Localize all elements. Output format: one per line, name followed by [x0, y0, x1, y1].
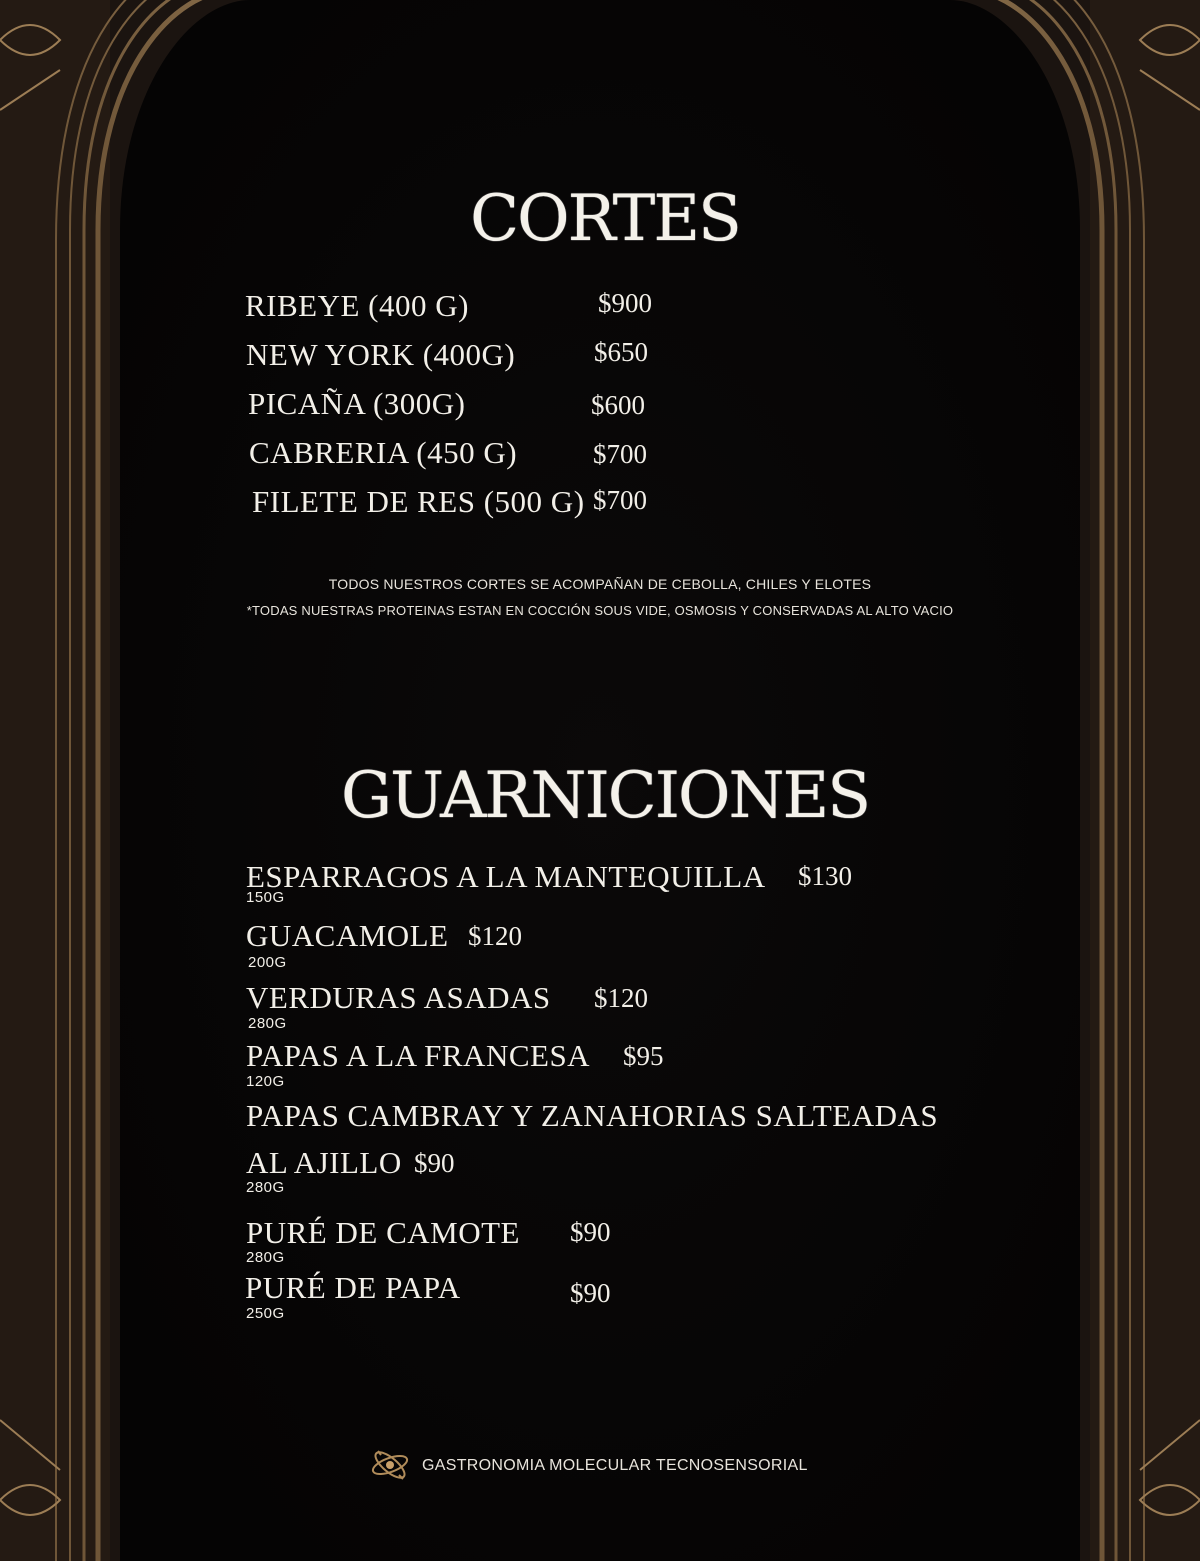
menu-item-price: $95	[623, 1041, 664, 1071]
menu-item-weight: 150G	[246, 889, 285, 906]
menu-item-price: $120	[594, 983, 648, 1013]
menu-item-price: $650	[594, 337, 648, 367]
menu-item-name: PURÉ DE CAMOTE	[246, 1215, 520, 1250]
menu-item-price: $90	[570, 1278, 611, 1308]
cooking-note: *TODAS NUESTRAS PROTEINAS ESTAN EN COCCIÓN SOUS VIDE, OSMOSIS Y CONSERVADAS AL ALTO VACIO	[246, 603, 954, 618]
menu-item-price: $90	[570, 1217, 611, 1247]
menu-item-weight: 280G	[246, 1179, 285, 1196]
menu-item-name: CABRERIA (450 G)	[249, 435, 518, 470]
section-title-guarniciones: GUARNICIONES	[340, 759, 870, 833]
menu-item-name: FILETE DE RES (500 G)	[252, 484, 585, 519]
menu-item-name: PICAÑA (300G)	[248, 386, 466, 421]
menu-item-price: $700	[593, 485, 647, 515]
menu-item-weight: 280G	[246, 1249, 285, 1266]
menu-item-price: $120	[468, 921, 522, 951]
footer-brand-text: GASTRONOMIA MOLECULAR TECNOSENSORIAL	[422, 1457, 808, 1474]
menu-item-name: RIBEYE (400 G)	[245, 288, 469, 323]
atom-logo-icon	[369, 1447, 411, 1483]
menu-item-name: NEW YORK (400G)	[246, 337, 516, 372]
menu-item-name-line-1: PAPAS CAMBRAY Y ZANAHORIAS SALTEADAS	[246, 1098, 939, 1133]
menu-item-price: $130	[798, 861, 852, 891]
menu-item-name-line-2: AL AJILLO	[246, 1145, 402, 1180]
accompaniment-note: TODOS NUESTROS CORTES SE ACOMPAÑAN DE CEBOLLA, CHILES Y ELOTES	[328, 576, 872, 592]
section-title-cortes: CORTES	[470, 182, 740, 256]
menu-item-name: GUACAMOLE	[246, 918, 449, 953]
menu-item-weight: 120G	[246, 1073, 285, 1090]
menu-item-price: $900	[598, 288, 652, 318]
menu-item-price: $90	[414, 1148, 455, 1178]
menu-item-weight: 280G	[248, 1015, 287, 1032]
menu-item-price: $700	[593, 439, 647, 469]
menu-item-name: ESPARRAGOS A LA MANTEQUILLA	[246, 859, 766, 894]
menu-item-weight: 200G	[248, 954, 287, 971]
menu-item-name: PURÉ DE PAPA	[245, 1270, 461, 1305]
menu-item-weight: 250G	[246, 1305, 285, 1322]
menu-item-name: VERDURAS ASADAS	[246, 980, 551, 1015]
menu-item-name: PAPAS A LA FRANCESA	[246, 1038, 591, 1073]
menu-item-price: $600	[591, 390, 645, 420]
